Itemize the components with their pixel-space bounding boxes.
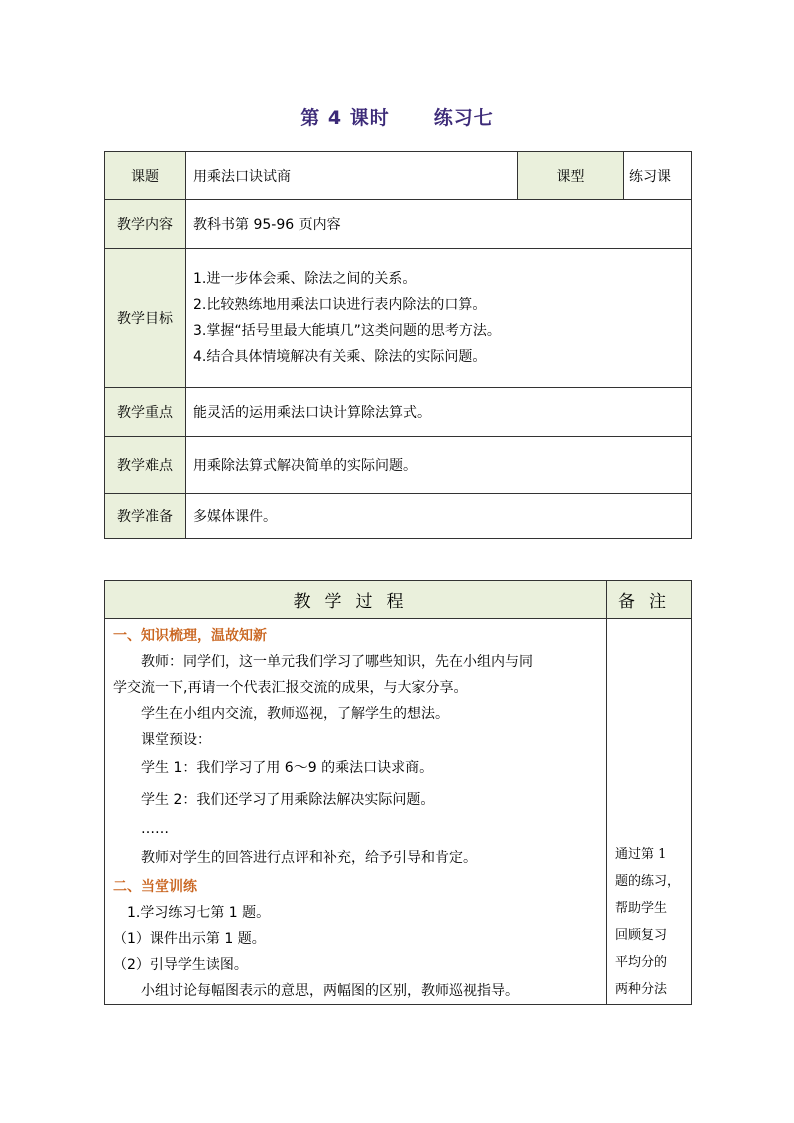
process-line: 学生在小组内交流，教师巡视，了解学生的想法。	[141, 706, 449, 722]
process-line: 教师：同学们，这一单元我们学习了哪些知识，先在小组内与同	[141, 654, 533, 670]
difficulty-label: 教学难点	[105, 437, 186, 494]
content-value: 教科书第 95-96 页内容	[186, 200, 692, 249]
key-value: 能灵活的运用乘法口诀计算除法算式。	[186, 388, 692, 437]
process-line: （1）课件出示第 1 题。	[113, 931, 266, 947]
process-line: 1.学习练习七第 1 题。	[127, 905, 271, 921]
process-line: 学生 1：我们学习了用 6～9 的乘法口诀求商。	[141, 760, 434, 776]
key-label: 教学重点	[105, 388, 186, 437]
goal-item: 1.进一步体会乘、除法之间的关系。	[193, 271, 417, 287]
lesson-number: 第 4 课时	[300, 107, 390, 129]
lesson-title	[0, 103, 794, 130]
section-1-title: 一、知识梳理，温故知新	[113, 628, 267, 644]
topic-label: 课题	[105, 152, 186, 200]
process-line: ……	[141, 821, 169, 837]
goals-list	[186, 249, 692, 388]
process-body	[105, 619, 607, 1005]
goal-item: 4.结合具体情境解决有关乘、除法的实际问题。	[193, 349, 487, 365]
difficulty-value: 用乘除法算式解决简单的实际问题。	[186, 437, 692, 494]
type-label: 课型	[518, 152, 624, 200]
note-text	[615, 841, 685, 1003]
process-line: 小组讨论每幅图表示的意思，两幅图的区别，教师巡视指导。	[141, 983, 519, 999]
section-2-title: 二、当堂训练	[113, 879, 197, 895]
teaching-process-table	[104, 580, 692, 1005]
goal-item: 3.掌握“括号里最大能填几”这类问题的思考方法。	[193, 323, 501, 339]
process-line: 教师对学生的回答进行点评和补充，给予引导和肯定。	[141, 850, 477, 866]
type-value: 练习课	[624, 152, 692, 200]
note-line: 回顾复习	[615, 928, 668, 943]
lesson-info-table	[104, 151, 692, 539]
process-line: 学生 2：我们还学习了用乘除法解决实际问题。	[141, 792, 435, 808]
notes-header: 备注	[607, 581, 692, 619]
notes-column	[607, 619, 692, 1005]
goal-item: 2.比较熟练地用乘法口诀进行表内除法的口算。	[193, 297, 487, 313]
lesson-name: 练习七	[433, 107, 494, 129]
content-label: 教学内容	[105, 200, 186, 249]
note-line: 平均分的	[615, 955, 668, 970]
prep-label: 教学准备	[105, 494, 186, 539]
note-line: 通过第 1	[615, 847, 667, 862]
prep-value: 多媒体课件。	[186, 494, 692, 539]
note-line: 题的练习，	[615, 874, 681, 889]
goals-label: 教学目标	[105, 249, 186, 388]
process-header: 教学过程	[105, 581, 607, 619]
process-line: （2）引导学生读图。	[113, 957, 248, 973]
process-line: 课堂预设：	[141, 732, 211, 748]
process-line: 学交流一下,再请一个代表汇报交流的成果，与大家分享。	[113, 680, 468, 696]
topic-value: 用乘法口诀试商	[186, 152, 518, 200]
note-line: 帮助学生	[615, 901, 668, 916]
note-line: 两种分法	[615, 982, 668, 997]
